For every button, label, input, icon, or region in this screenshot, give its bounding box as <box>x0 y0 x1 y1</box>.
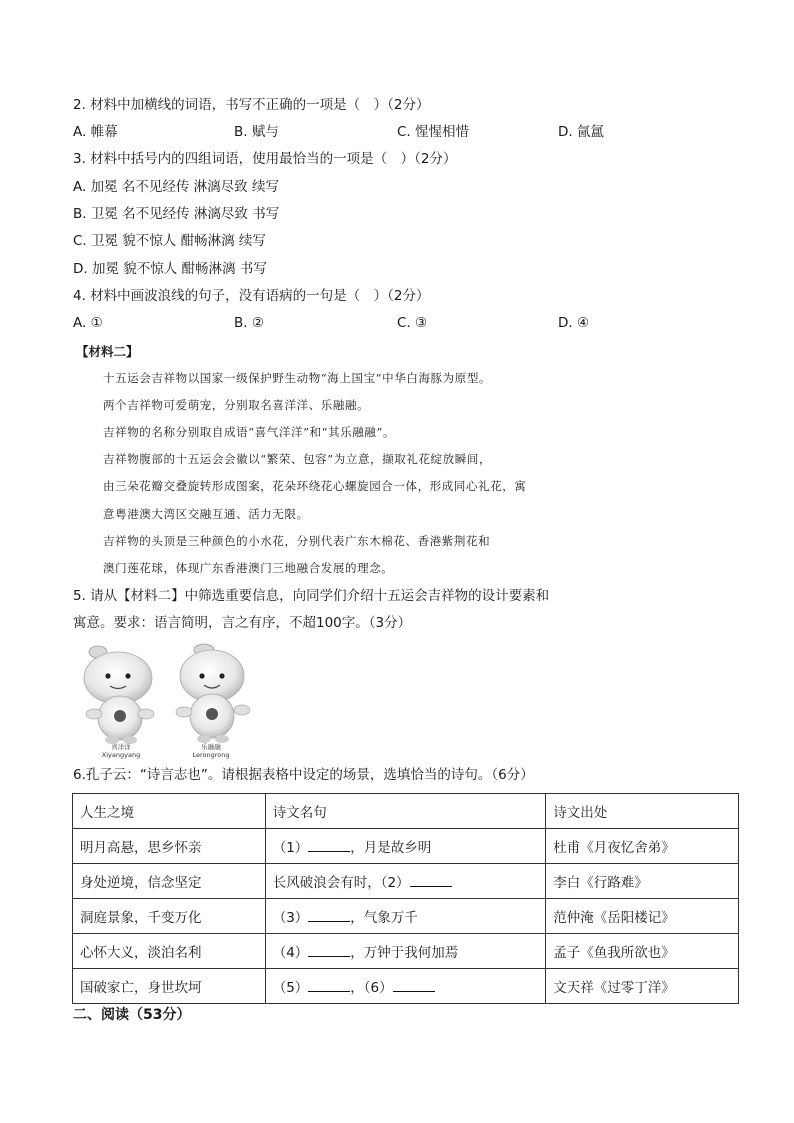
verse-pre: （3） <box>272 910 309 926</box>
mascot-illustration <box>74 642 274 746</box>
verse-post: ，万钟于我何加焉 <box>350 945 459 961</box>
verse-cell <box>265 899 546 934</box>
q3-option-c: C. 卫冕 貌不惊人 酣畅淋漓 续写 <box>73 233 266 249</box>
q4-option-d: D. ④ <box>558 315 590 331</box>
table-row <box>73 969 739 1004</box>
verse-cell <box>265 934 546 969</box>
table-row <box>73 934 739 969</box>
mascot-name-2: 乐融融 <box>201 743 221 751</box>
answer-blank-4[interactable] <box>308 944 350 957</box>
q2-option-a: A. 帷幕 <box>73 124 118 140</box>
q4-option-b: B. ② <box>234 315 264 331</box>
answer-blank-1[interactable] <box>308 839 350 852</box>
mascot-caption-2 <box>186 742 236 759</box>
q3-option-a: A. 加冕 名不见经传 淋漓尽致 续写 <box>73 179 279 195</box>
verse-cell <box>265 969 546 1004</box>
source-cell: 范仲淹《岳阳楼记》 <box>546 899 739 934</box>
material2-line: 意粤港澳大湾区交融互通、活力无限。 <box>103 507 309 521</box>
source-cell: 文天祥《过零丁洋》 <box>546 969 739 1004</box>
answer-blank-3[interactable] <box>308 909 350 922</box>
verse-post: ，气象万千 <box>350 910 418 926</box>
poem-table <box>72 793 739 1004</box>
q3-stem: 3. 材料中括号内的四组词语，使用最恰当的一项是（ ）（2分） <box>73 151 457 167</box>
header-scene: 人生之境 <box>73 794 266 829</box>
scene-cell: 身处逆境，信念坚定 <box>73 864 266 899</box>
material2-line: 十五运会吉祥物以国家一级保护野生动物“海上国宝”中华白海豚为原型。 <box>103 371 492 385</box>
verse-pre: （1） <box>272 840 309 856</box>
verse-pre: 长风破浪会有时，（2） <box>272 875 410 891</box>
answer-blank-2[interactable] <box>410 874 452 887</box>
section-heading: 二、阅读（53分） <box>73 1007 191 1023</box>
source-cell: 孟子《鱼我所欲也》 <box>546 934 739 969</box>
q5-stem-line2: 寓意。要求：语言简明，言之有序，不超100字。（3分） <box>73 615 412 631</box>
material2-line: 吉祥物的头顶是三种颜色的小水花，分别代表广东木棉花、香港紫荆花和 <box>103 534 491 548</box>
material2-heading: 【材料二】 <box>76 344 139 359</box>
scene-cell: 国破家亡，身世坎坷 <box>73 969 266 1004</box>
material2-line: 两个吉祥物可爱萌宠，分别取名喜洋洋、乐融融。 <box>103 398 370 412</box>
q4-stem: 4. 材料中画波浪线的句子，没有语病的一句是（ ）（2分） <box>73 288 430 304</box>
q2-stem: 2. 材料中加横线的词语，书写不正确的一项是（ ）（2分） <box>73 97 430 113</box>
answer-blank-5[interactable] <box>308 979 350 992</box>
verse-cell <box>265 829 546 864</box>
header-source: 诗文出处 <box>546 794 739 829</box>
verse-pre: （4） <box>272 945 309 961</box>
verse-cell <box>265 864 546 899</box>
material2-line: 吉祥物的名称分别取自成语“喜气洋洋”和“其乐融融”。 <box>103 425 396 439</box>
source-cell: 李白《行路难》 <box>546 864 739 899</box>
scene-cell: 洞庭景象，千变万化 <box>73 899 266 934</box>
q4-option-a: A. ① <box>73 315 103 331</box>
q2-option-d: D. 氤氲 <box>558 124 604 140</box>
mascot-pinyin-2: Lerongrong <box>192 751 230 759</box>
verse-post: ，（6） <box>350 980 393 996</box>
mascot-image <box>74 642 274 760</box>
source-cell: 杜甫《月夜忆舍弟》 <box>546 829 739 864</box>
mascot-xiyangyang <box>84 646 154 744</box>
table-header-row <box>73 794 739 829</box>
scene-cell: 明月高悬，思乡怀亲 <box>73 829 266 864</box>
q2-option-c: C. 惺惺相惜 <box>397 124 470 140</box>
verse-pre: （5） <box>272 980 309 996</box>
table-row <box>73 864 739 899</box>
verse-post: ，月是故乡明 <box>350 840 432 856</box>
answer-blank-6[interactable] <box>393 979 435 992</box>
q6-stem: 6.孔子云：“诗言志也”。请根据表格中设定的场景，选填恰当的诗句。（6分） <box>73 767 534 783</box>
mascot-lerongrong <box>176 644 250 743</box>
material2-line: 澳门莲花球，体现广东香港澳门三地融合发展的理念。 <box>103 561 394 575</box>
table-row <box>73 899 739 934</box>
material2-line: 由三朵花瓣交叠旋转形成图案，花朵环绕花心螺旋园合一体，形成同心礼花，寓 <box>103 479 527 493</box>
q5-stem-line1: 5. 请从【材料二】中筛选重要信息，向同学们介绍十五运会吉祥物的设计要素和 <box>73 588 550 604</box>
table-row <box>73 829 739 864</box>
q3-option-b: B. 卫冕 名不见经传 淋漓尽致 书写 <box>73 206 280 222</box>
q2-option-b: B. 赋与 <box>234 124 279 140</box>
mascot-pinyin-1: Xiyangyang <box>101 751 141 759</box>
header-verse: 诗文名句 <box>265 794 546 829</box>
q3-option-d: D. 加冕 貌不惊人 酣畅淋漓 书写 <box>73 261 267 277</box>
mascot-name-1: 喜洋洋 <box>111 743 131 751</box>
scene-cell: 心怀大义，淡泊名利 <box>73 934 266 969</box>
q4-option-c: C. ③ <box>397 315 428 331</box>
material2-line: 吉祥物腹部的十五运会会徽以“繁荣、包容”为立意，撷取礼花绽放瞬间， <box>103 452 492 466</box>
mascot-caption-1 <box>96 742 146 759</box>
